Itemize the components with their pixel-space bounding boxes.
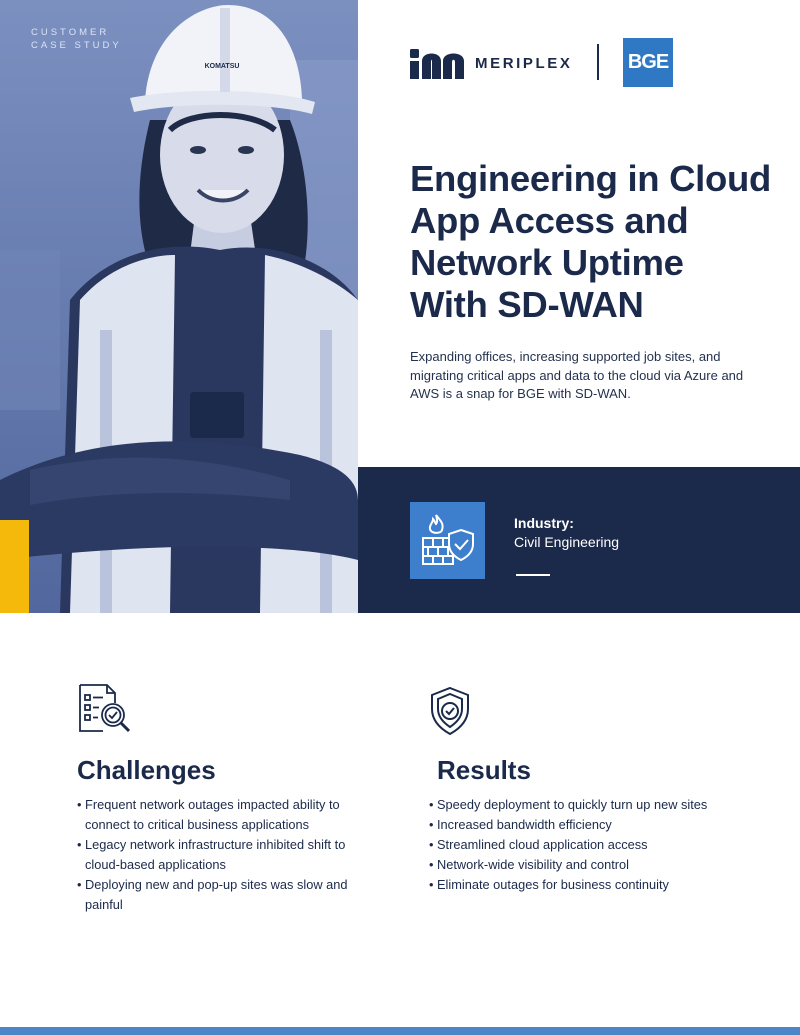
eyebrow-line-2: CASE STUDY: [31, 39, 122, 51]
intro-paragraph: Expanding offices, increasing supported job sites, and migrating critical apps and data to the cloud via Azure and AWS is a snap for BGE with SD-WAN.: [410, 349, 744, 401]
title-line-4: With SD-WAN: [410, 284, 644, 325]
results-heading: Results: [437, 755, 531, 785]
list-item: • Increased bandwidth efficiency: [429, 815, 759, 835]
industry-label: Industry:: [514, 515, 574, 531]
title-line-2: App Access and: [410, 200, 689, 241]
case-study-eyebrow: [31, 27, 122, 52]
page-title: [410, 158, 790, 326]
industry-value: Civil Engineering: [514, 534, 620, 550]
list-item: • Speedy deployment to quickly turn up new sites: [429, 795, 759, 815]
list-item: • Frequent network outages impacted ability to connect to critical business applications: [77, 795, 367, 835]
meriplex-logo: [410, 38, 572, 88]
title-line-3: Network Uptime: [410, 242, 684, 283]
accent-bar: [0, 520, 29, 613]
footer-bar: [0, 1027, 800, 1035]
worker-illustration: [0, 0, 358, 613]
title-line-1: Engineering in Cloud: [410, 158, 772, 199]
bge-logo: [623, 38, 673, 87]
results-list: [429, 795, 759, 895]
eyebrow-line-1: CUSTOMER: [31, 27, 110, 38]
challenges-heading: Challenges: [77, 755, 216, 785]
meriplex-mark-icon: [410, 47, 464, 79]
challenges-list: [77, 795, 367, 915]
bge-wordmark: BGE: [627, 51, 669, 73]
list-item: • Deploying new and pop-up sites was slow and painful: [77, 875, 367, 915]
firewall-shield-icon: [417, 510, 479, 572]
hardhat-text: KOMATSU: [204, 63, 240, 70]
shield-check-icon: [429, 686, 471, 736]
list-item: • Streamlined cloud application access: [429, 835, 759, 855]
list-item: • Legacy network infrastructure inhibited shift to cloud-based applications: [77, 835, 367, 875]
industry-icon-tile: [410, 502, 485, 579]
list-item: • Eliminate outages for business continuity: [429, 875, 759, 895]
meriplex-wordmark: MERIPLEX: [475, 54, 573, 72]
industry-band: [358, 467, 800, 613]
hero-photo: [0, 0, 358, 613]
logo-divider: [597, 44, 599, 80]
checklist-magnifier-icon: [77, 683, 133, 735]
list-item: • Network-wide visibility and control: [429, 855, 759, 875]
industry-underline: [516, 574, 550, 576]
